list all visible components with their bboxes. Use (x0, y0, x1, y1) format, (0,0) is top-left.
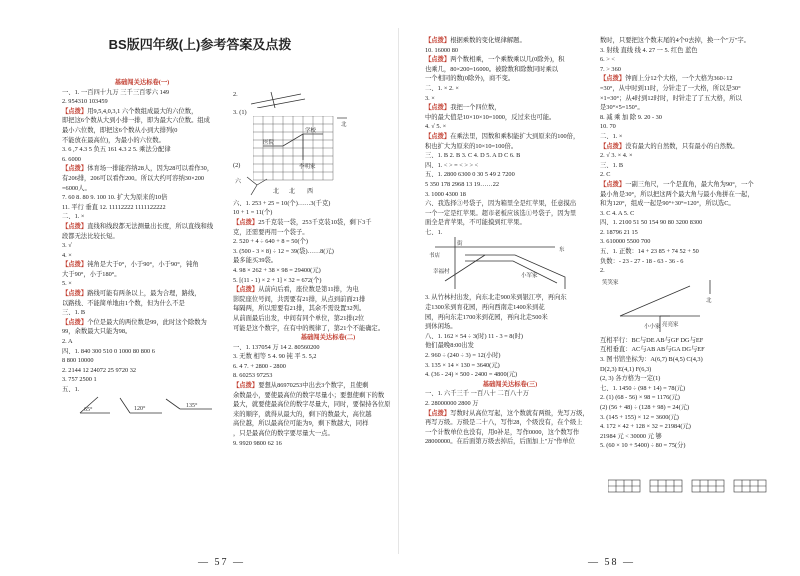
north-arrow-label: 北 (341, 122, 347, 128)
answer-line: 负数：- 23 - 27 - 18 - 63 - 36 - 6 (600, 257, 684, 265)
answer-line: 克，还需要再用一个袋子。 (233, 228, 309, 236)
answer-line: D(2,3) E(4,1) F(6,3) (600, 365, 652, 373)
answer-line: (2, 3) 各方格为一定(1) (600, 375, 661, 383)
answer-line: 2. 28000000 2800 万 (425, 400, 479, 407)
column-2 (233, 90, 423, 448)
answer-line: 2. 18796 21 15 (600, 228, 638, 236)
answer-line: 是30°×5=150°。 (600, 104, 644, 112)
answer-line: 【点拨】根据乘数的变化规律解题。 (425, 37, 526, 44)
map-label-xiaojun-home: 小军家 (521, 273, 538, 280)
answer-line: 最大，就要使最高位的数字尽量大，同时，要保持各位原 (233, 401, 391, 409)
answer-line: 【点拨】从前向后看，座位数是第11排，为电 (233, 286, 359, 294)
answer-line: (2) (233, 162, 241, 170)
answer-line: 不能放在最高位)，为最小的六位数。 (62, 136, 165, 144)
answer-list-3c (425, 389, 595, 447)
compass-label-north-1: 北 (273, 188, 280, 195)
answer-line: 数时，只要把这个数末尾的4个0去掉，换一个"万"字。 (600, 37, 750, 44)
answer-line: 6. 4 7. + 2800 - 2800 (233, 362, 286, 370)
answer-list-2b (233, 343, 423, 449)
answer-line: 【点拨】体育场一排能容纳28人，因为28可以看作30， (62, 165, 214, 173)
answer-line: 4. (36 - 24) × 500 - 2400 = 4800(元) (425, 371, 518, 379)
answer-line: 3. √ (62, 242, 72, 250)
answer-line: 【点拨】要想从86970253中出去3个数字，且使剩 (233, 382, 369, 390)
answer-line: 来的顺序，就得从最大的，剩下的数最大，高位越 (233, 410, 372, 418)
answer-line: 5. [(11 - 1) × 2 + 1] × 32 = 672(个) (233, 276, 322, 284)
answer-line: 一、1. 137054 万 14 2. 80560200 (233, 343, 320, 351)
answer-line: 以路线、不能简单地由1个数，但为什么不是 (62, 299, 185, 307)
page-number-left: — 57 — (198, 557, 245, 568)
answer-line: 3. 射线 直线 线 4. 27 一 5. 红色 蓝色 (600, 46, 698, 54)
answer-line: 3. 从竹林村出发，向东北走900米到银江亭，再向东 (425, 294, 567, 302)
answer-line: 【点拨】路线可能有两条以上，最为合理，路线， (62, 290, 201, 298)
angle-drawings (62, 395, 222, 417)
answer-line: 2. (600, 267, 605, 275)
answer-line: 2. A (62, 338, 73, 346)
answer-line: 五、1. 2800 6300 0 30 5 49 2 7200 (425, 171, 515, 179)
answer-line: 有206排，206可以看作200。所以大约可容纳30×200 (62, 174, 205, 182)
answer-line: 9. 9920 9800 62 16 (233, 439, 282, 447)
answer-line: 【点拨】用9,5,4,0,3,1 六个数组成最大的六位数， (62, 107, 198, 115)
answer-line: 影院座位号间，共需要有21排，从点到前面21排 (233, 295, 366, 303)
column-4 (600, 36, 775, 451)
answer-line: 三、1. B (600, 161, 624, 169)
answer-list-4b (600, 336, 775, 451)
answer-line: 2. C (600, 171, 611, 179)
answer-line: 中的最大值是10×10×10=1000，反过来也可能。 (425, 113, 556, 121)
route-north-label: 北 (706, 297, 712, 304)
answer-line: 4. √ 5. × (425, 123, 447, 131)
answer-line: 二、1. × (62, 213, 85, 221)
answer-line: 8. 60253 97253 (233, 372, 273, 380)
answer-line: 2. (233, 91, 238, 98)
answer-line: 3. 610000 5500 700 (600, 238, 651, 246)
answer-line: 到休闲场。 (425, 323, 457, 331)
answer-line: 3. (500 - 3 × 8) ÷ 12 = 39(袋)……8(元) (233, 247, 334, 255)
answer-line: 高位越，所以最高位可能为9，剩下数越大，同样 (233, 420, 369, 428)
answer-line: 2. 960 ÷ (240 ÷ 3) = 12(小时) (425, 352, 501, 360)
answer-line: 3. 无数 相等 5 4. 90 钝 平 5. 5,2 (233, 353, 317, 361)
answer-line: ，只是最高位的数字要尽量大一点。 (233, 430, 334, 438)
answer-line: 28000000。在后面第万级去掉后，后面加上"万"作单位 (425, 438, 575, 446)
answer-line: 10. 70 (600, 123, 616, 131)
answer-line: 5. (60 × 10 + 5400) ÷ 80 = 75(分) (600, 442, 686, 450)
answer-line: 一、1. 一百四十九万 三千三百零六 149 (62, 88, 170, 96)
answer-line: 七、1. (425, 228, 443, 236)
answer-line: 也乘几，80×200=16000。被除数和除数同时乘以 (425, 65, 559, 73)
answer-line: 4. 98 × 262 + 38 × 98 = 29400(元) (233, 266, 321, 274)
answer-line: 三、1. B 2. B 3. C 4. D 5. A D C 6. B (425, 152, 521, 160)
compass-label-six: 六 (235, 178, 242, 185)
answer-line: 【点拨】在乘法里，因数和乘积能扩大到原来的100倍， (425, 132, 580, 140)
angle-label-65: 65° (84, 406, 93, 413)
answer-line: 积也扩大为原来的10×10=100倍。 (425, 142, 518, 150)
answer-line: 一个一定是红苹果。超市老板应该选①号袋子，因为里 (425, 209, 577, 217)
answer-line: 2. 2144 12 24072 25 9720 32 (62, 366, 136, 374)
brick-figures (608, 478, 778, 496)
answer-line: 可能是这个数字，在有中的规律了，第21个不能确定。 (233, 324, 385, 332)
parallel-lines-figure (251, 90, 311, 108)
answer-line: 五、1. (62, 386, 80, 393)
answer-line: 面全是青苹果，不可能摸到红苹果。 (425, 219, 526, 227)
answer-line: 8 800 10000 (62, 357, 94, 365)
answer-line: 八、1. 162 × 54 ÷ 3(时) 11 - 3 = 8(时) (425, 332, 523, 340)
route-label-xiaoxiao-home: 笑笑家 (602, 279, 619, 286)
answer-line: 二、1. × (600, 132, 623, 140)
answer-line: 四、1. 2100 51 50 154 90 80 3200 8300 (600, 219, 703, 227)
answer-line: 4. × (62, 251, 72, 259)
answer-line: 99，余数最大只能为98。 (62, 328, 132, 336)
answer-line: 段都无法比较长短。 (62, 232, 119, 240)
answer-list-3 (425, 36, 595, 237)
answer-line: 3. C 4. A 5. C (600, 209, 635, 217)
answer-line: 一个相同的数(0除外)，商不变。 (425, 75, 515, 83)
route-label-xiaoxiao-home-2: 小小家 (644, 323, 661, 330)
route-figure (600, 276, 720, 336)
answer-line: 园，再向东走1700米到花园，再向北走500米 (425, 313, 548, 321)
compass-label-north-2: 北 (289, 188, 296, 195)
answer-line: 2. √ 3. × 4. × (600, 152, 633, 160)
answer-line: 一个计数单位也没有，用0补足，写作0000，这个数写作 (425, 428, 580, 436)
angle-label-120: 120° (134, 405, 146, 412)
answer-line: 11. 平行 垂直 12. 11112222 1111122222 (62, 203, 166, 211)
answer-line: 4. 172 × 42 + 128 × 32 = 21984(元) (600, 423, 691, 431)
answer-line: 3. (1) (233, 108, 247, 116)
answer-line: 四、1. 840 300 510 0 1000 80 800 6 (62, 347, 155, 355)
answer-line: 最多能买39袋。 (233, 257, 278, 265)
answer-line: 5. × (62, 280, 72, 288)
answer-line: 3. × (425, 94, 435, 102)
compass-label-west: 西 (307, 188, 314, 195)
answer-line: 【点拨】写数时从高位写起，这个数就有两级，先写万级， (425, 409, 589, 417)
grid-label-liming-home: 李明家 (299, 164, 316, 170)
answer-list-4 (600, 36, 775, 276)
answer-line: 【点拨】个位是最大的两位数是99，此时这个除数为 (62, 318, 207, 326)
section-heading-2: 基础闯关达标卷(二) (300, 334, 356, 342)
answer-line: 6. > < (600, 56, 615, 64)
answer-line: 【点拨】两个数相乘，一个乘数乘以几(0除外)，积 (425, 56, 565, 64)
answer-line: ×1=30°；从4时到12时时，时针走了了五大格，所以 (600, 94, 742, 102)
answer-line: 【点拨】钝角是大于0°，小于90°，小于90°，钝角 (62, 261, 199, 269)
map-label-east: 东 (559, 247, 565, 254)
answer-line: 2. 954310 103459 (62, 98, 108, 106)
answer-list-3b (425, 293, 595, 379)
answer-line: 21984 元 < 30000 元 够 (600, 432, 662, 440)
answer-line: 2. 520 + 4 ÷ 640 + 8 = 50(个) (233, 238, 308, 246)
answer-line: 每隔两，所以需要有21排，其余不需设置32列。 (233, 305, 366, 313)
answer-line: 互相垂直：AC与AB AB与GA DG与EF (600, 346, 705, 354)
answer-line: 再写万级。万级是二十八，写作28，个级没有，在个级上 (425, 419, 583, 427)
map-label-street: 街 (457, 241, 463, 248)
answer-list-1 (62, 88, 222, 395)
answer-line: 3. 图书馆坐标为：A(6,7) B(4,5) C(4,3) (600, 356, 703, 364)
route-label-liangliang-home: 亮亮家 (662, 321, 679, 328)
section-heading-1: 基础闯关达标卷(一) (114, 79, 170, 86)
answer-line: 【点拨】我把一个四位数， (425, 104, 501, 112)
map-label-xingfu-village: 幸福村 (433, 269, 450, 276)
coordinate-grid (253, 116, 353, 184)
answer-line: 二、1. × 2. × (425, 84, 459, 92)
page-title: BS版四年级(上)参考答案及点拨 (108, 37, 292, 52)
answer-line: 8. 减 乘 加 除 9. 20 - 30 (600, 113, 662, 121)
answer-line: 7. > 360 (600, 65, 621, 73)
grid-label-school: 学校 (305, 128, 317, 134)
answer-line: 【点拨】没有最大的自然数，只有最小的自然数。 (600, 142, 739, 150)
answer-line: 走1300米到育花园，再向西南走1400米到花 (425, 304, 545, 312)
answer-line: 一、1. 六千三千 一百八十 二百八十万 (425, 390, 529, 398)
answer-line: 3. (145 + 155) × 12 = 3600(元) (600, 413, 679, 421)
answer-line: 他们最晚8:00出发 (425, 342, 474, 350)
answer-line: 10. 16000 80 (425, 46, 459, 54)
answer-line: 余数最小，要使最高位的数字尽量小；要想使剩下的数 (233, 391, 385, 399)
answer-line: 最小六位数，即把这6个数从小到大排列(0 (62, 126, 178, 134)
answer-line: 3. 135 × 14 × 130 = 3640(元) (425, 361, 500, 369)
map-label-bookstore: 书店 (429, 253, 441, 260)
section-heading-3: 基础闯关达标卷(三) (482, 380, 538, 388)
answer-line: =6000人。 (62, 184, 91, 192)
answer-line: 三、1. B (62, 309, 86, 317)
grid-label-hospital: 医院 (263, 140, 275, 146)
answer-line: 5 350 178 2968 13 19……22 (425, 180, 499, 188)
answer-list-2 (233, 199, 423, 333)
answer-line: 3. 757 2500 1 (62, 376, 97, 384)
answer-line: 大于90°，小于180°。 (62, 270, 121, 278)
answer-line: 七、1. 1450 ÷ (98 + 14) = 78(元) (600, 384, 686, 392)
answer-line: (2) (56 + 48) ÷ (128 + 98) = 24(元) (600, 404, 690, 411)
answer-line: 六、我选择③号袋子，因为箱里全是红苹果，任意摸出 (425, 200, 577, 208)
answer-line: 和为120°，组成一起是90°+30°=120°，所以选C。 (600, 200, 735, 208)
answer-line: 互相平行：BC与DE AB与GF DG与EF (600, 336, 704, 344)
answer-line: 3. 1000 4300 18 (425, 190, 466, 198)
answer-line: 即把这6个数从大到小排一排，即为最大六位数。组成 (62, 117, 210, 125)
page-number-right: — 58 — (588, 557, 635, 568)
answer-line: 【点拨】一副三角尺，一个是直角，最大角为90°，一个 (600, 180, 754, 188)
answer-line: 10 + 1 = 11(个) (233, 209, 273, 217)
angle-label-135: 135° (186, 402, 198, 409)
answer-line: 2. (1) (68 - 56) × 98 = 1176(元) (600, 394, 680, 402)
answer-line: 从前面最后出发，中间有同个单位，第21排(2位 (233, 314, 365, 322)
street-map-figure (425, 237, 575, 293)
answer-line: 四、1. < > = < > > < (425, 161, 479, 169)
answer-line: 五、1. 正数：14 + 23 85 + 74 52 + 50 (600, 248, 699, 256)
answer-line: =30°，从中时到11时，分针走了一大格，所以是30° (600, 84, 741, 92)
answer-line: 【点拨】钟面上分12个大格，一个大格为360÷12 (600, 75, 733, 83)
column-3 (425, 36, 595, 447)
column-1 (62, 78, 222, 417)
answer-line: 3. 6 ,7 4.3 5 负五 161 4.3 2 5. 乘法分配律 (62, 146, 171, 154)
answer-line: 最小角是30°，所以把这两个最大角与最小角拼在一起， (600, 190, 754, 198)
answer-line: 6. 6000 (62, 155, 81, 163)
answer-line: 【点拨】25千克装一袋，253千克装10袋，剩下3千 (233, 218, 372, 226)
answer-line: 六、1. 253 + 25 = 10(个)……3(千克) (233, 199, 331, 207)
answer-line: 【点拨】直线和线段都无法测量出长度，所以直线和线 (62, 222, 214, 230)
answer-line: 7. 60 8. 80 9. 100 10. 扩大为原来的10倍 (62, 194, 168, 202)
